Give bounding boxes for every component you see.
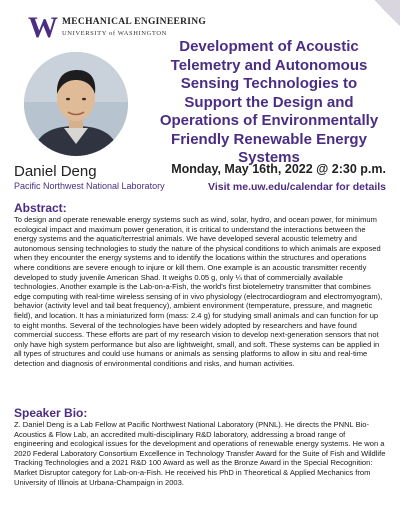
university-name: UNIVERSITY of WASHINGTON (62, 30, 167, 37)
uw-me-logo (28, 11, 207, 44)
bio-heading: Speaker Bio: (14, 406, 88, 420)
abstract-text: To design and operate renewable energy systems such as wind, solar, hydro, and ocean power, for minimum ecological impact and maximum power generation, it is critical to understand the interactions between the energy systems and the aquatic/terrestrial animals. We have developed several acoustic telemetry and autonomous sensing technologies to study the nature of the physical conditions to which animals are exposed when they encounter the energy systems and to identify the locations within the structures and operations where conditions are severe enough to injure or kill them. One example is an acoustic transmitter recently developed to study juvenile American Shad. It weighs 0.05 g, only ¼ that of commercially available technologies. Another example is the Lab-on-a-Fish, the world's first biotelemetry transmitter that combines edge computing with real-time wireless sensing of in vivo physiology (electrocardiogram and electromyogram), behavior (activity level and tail beat frequency), ambient environment (temperature, pressure, and magnetic field), and location. It has a miniaturized form (mass: 2.4 g) for studying small animals and can function for up to eight months. Several of the technologies have been widely adopted by researchers and have found commercial success. These efforts are part of my research vision to develop next-generation sensors that not only have high system performance but also are lightweight, small, and soft. These systems can be applied in all types of structures and could use humans or animals as sensing platforms to allow in situ and real-time detection and diagnosis of environmental conditions and risks, and human activities. (14, 215, 383, 368)
speaker-photo (24, 52, 128, 156)
department-name: MECHANICAL ENGINEERING (62, 17, 207, 27)
event-details-link[interactable]: Visit me.uw.edu/calendar for details (208, 181, 386, 193)
event-date-time: Monday, May 16th, 2022 @ 2:30 p.m. (171, 162, 386, 176)
talk-title: Development of Acoustic Telemetry and Autonomous Sensing Technologies to Support the Design and Operations of Environmentally Friendly Renewable Energy Systems (159, 38, 379, 166)
abstract-heading: Abstract: (14, 201, 67, 215)
speaker-name: Daniel Deng (14, 163, 97, 180)
corner-accent (374, 0, 400, 26)
bio-text: Z. Daniel Deng is a Lab Fellow at Pacific Northwest National Laboratory (PNNL). He directs the PNNL Bio-Acoustics & Flow Lab, an accredited multi-disciplinary R&D laboratory, addressing a broad range of engineering and ecological issues for the development and operations of renewable energy systems. He won a 2020 Federal Laboratory Consortium Excellence in Technology Transfer Award for the Suite of Fish and Wildlife Tracking Technologies and a 2021 R&D 100 Award as well as the Bronze Award in the Special Recognition: Market Disruptor category for Lab-on-a-Fish. He received his PhD in Theoretical & Applied Mechanics from University of Illinois at Urbana-Champaign in 2003. (14, 420, 386, 487)
speaker-portrait-illustration (24, 52, 128, 156)
uw-w-mark: W (28, 11, 55, 44)
speaker-affiliation: Pacific Northwest National Laboratory (14, 181, 165, 191)
